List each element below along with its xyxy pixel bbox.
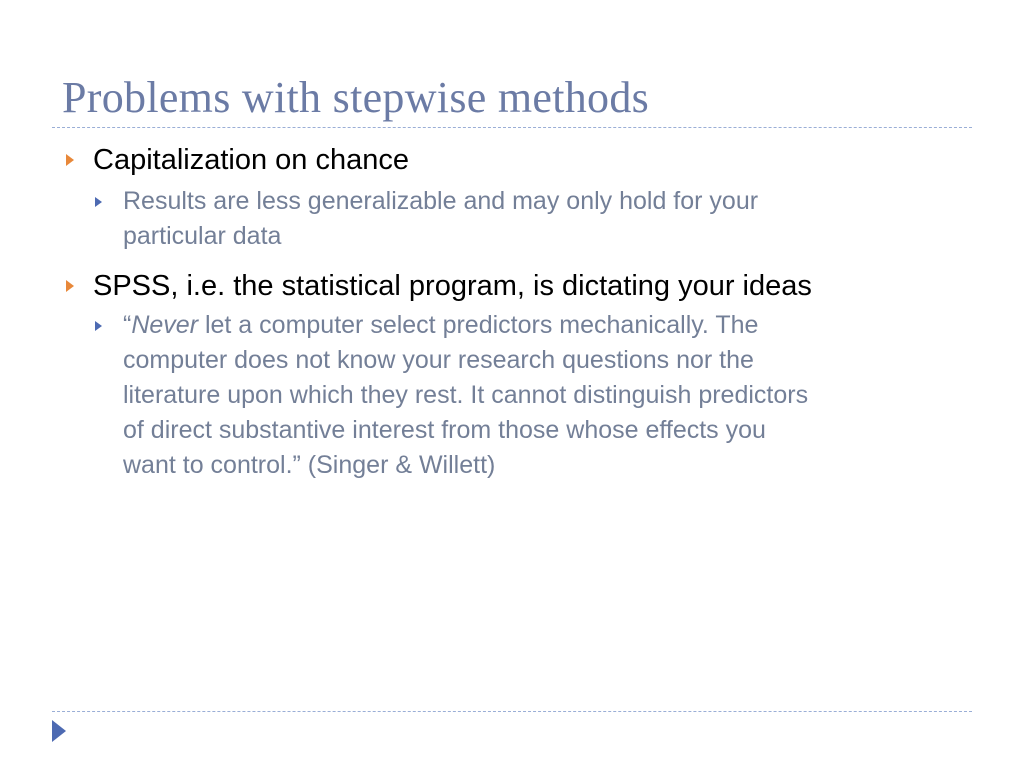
emphasis-never: Never	[131, 311, 199, 339]
bullet-spss-dictating	[62, 268, 967, 304]
next-slide-arrow-icon[interactable]	[52, 720, 66, 742]
orange-triangle-bullet-icon	[66, 280, 74, 292]
orange-triangle-bullet-icon	[66, 154, 74, 166]
sub-bullet-quote	[62, 308, 967, 483]
sub-bullet-generalizability	[62, 184, 967, 254]
blue-triangle-bullet-icon	[95, 197, 102, 207]
slide-title: Problems with stepwise methods	[62, 73, 650, 122]
bullet-text: SPSS, i.e. the statistical program, is dictating your ideas	[93, 270, 812, 302]
title-divider	[52, 127, 972, 128]
quote-first-line-rest: let a computer select predictors mechanically. The	[198, 311, 759, 339]
quote-line: of direct substantive interest from those whose effects you	[123, 416, 766, 444]
quote-line: computer does not know your research questions nor the	[123, 346, 754, 374]
open-quote: “	[123, 311, 132, 339]
bullet-capitalization	[62, 142, 967, 178]
footer-divider	[52, 711, 972, 712]
quote-line: want to control.” (Singer & Willett)	[123, 451, 496, 479]
quote-first-line	[123, 308, 967, 343]
quote-line: literature upon which they rest. It cannot distinguish predictors	[123, 381, 809, 409]
slide-body	[62, 142, 967, 483]
sub-bullet-line: Results are less generalizable and may only hold for your	[123, 187, 759, 215]
blue-triangle-bullet-icon	[95, 321, 102, 331]
bullet-text: Capitalization on chance	[93, 144, 409, 176]
sub-bullet-line: particular data	[123, 222, 282, 250]
